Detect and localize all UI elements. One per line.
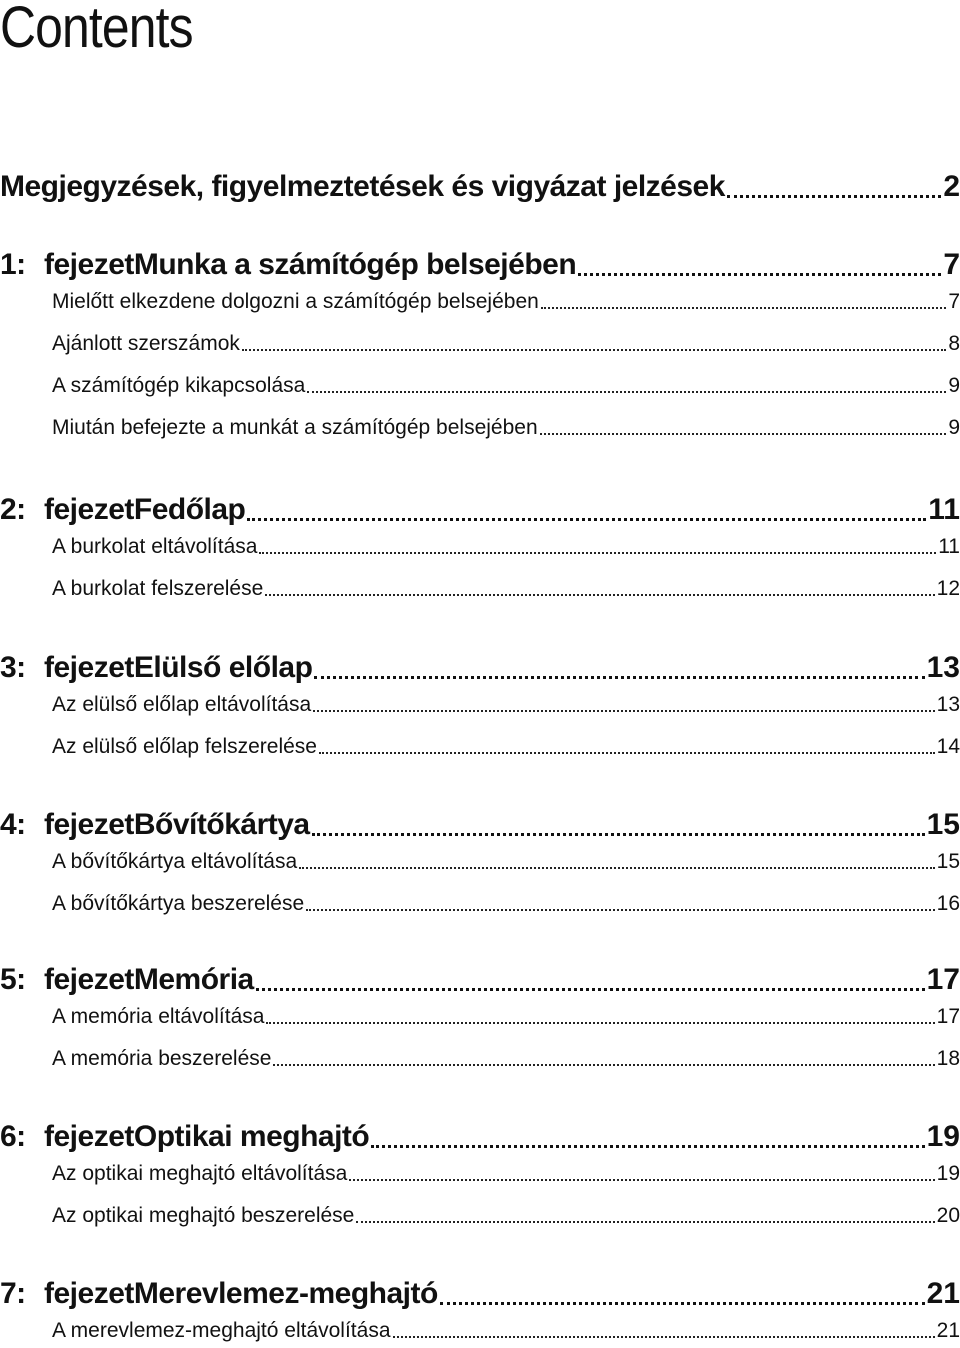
toc-dot-leader: [393, 1335, 935, 1338]
toc-entry-text: Megjegyzések, figyelmeztetések és vigyázat jelzések: [0, 170, 725, 203]
toc-dot-leader: [306, 908, 934, 911]
toc-entry-title: [52, 535, 257, 559]
toc-page-number: 2: [943, 170, 960, 203]
toc-dot-leader: [319, 751, 935, 754]
toc-entry-text: fejezetBővítőkártya: [44, 808, 310, 841]
toc-dot-leader: [356, 1220, 934, 1223]
toc-page-number: 16: [936, 892, 960, 915]
toc-entry-text: fejezetFedőlap: [44, 493, 246, 526]
toc-entry-title: [52, 1047, 271, 1071]
toc-page-number: 18: [936, 1047, 960, 1070]
toc-page-number: 15: [926, 808, 960, 841]
toc-page-number: 13: [926, 651, 960, 684]
toc-page-number: 19: [936, 1162, 960, 1185]
toc-entry-title: [0, 1277, 438, 1311]
toc-entry-title: [52, 1162, 347, 1186]
toc-entry-title: [52, 1319, 391, 1343]
toc-dot-leader: [247, 517, 926, 521]
toc-chapter-entry[interactable]: [0, 248, 960, 282]
toc-section-entry[interactable]: [0, 374, 960, 398]
toc-chapter-entry[interactable]: [0, 963, 960, 997]
toc-entry-text: A burkolat eltávolítása: [52, 535, 258, 558]
toc-page-number: 9: [948, 416, 960, 439]
toc-page-number: 15: [936, 850, 960, 873]
toc-entry-title: [0, 248, 576, 282]
toc-dot-leader: [265, 593, 934, 596]
toc-section-entry[interactable]: [0, 1005, 960, 1029]
toc-entry-text: A bővítőkártya beszerelése: [52, 892, 305, 915]
toc-entry-text: A burkolat felszerelése: [52, 577, 264, 600]
toc-page-number: 17: [936, 1005, 960, 1028]
toc-entry-text: A merevlemez-meghajtó eltávolítása: [52, 1319, 391, 1342]
toc-entry-text: fejezetOptikai meghajtó: [44, 1120, 370, 1153]
toc-entry-text: fejezetElülső előlap: [44, 651, 313, 684]
toc-dot-leader: [440, 1301, 925, 1305]
toc-chapter-entry[interactable]: [0, 493, 960, 527]
toc-section-entry[interactable]: [0, 577, 960, 601]
toc-section-entry[interactable]: [0, 892, 960, 916]
toc-entry-title: [52, 735, 317, 759]
toc-section-entry[interactable]: [0, 535, 960, 559]
toc-section-entry[interactable]: [0, 1319, 960, 1343]
toc-chapter-entry[interactable]: [0, 651, 960, 685]
toc-chapter-number: 3:: [0, 651, 26, 684]
toc-entry-title: [52, 1204, 354, 1228]
toc-entry-title: [0, 651, 312, 685]
toc-entry-text: Az elülső előlap eltávolítása: [52, 693, 312, 716]
toc-entry-title: [52, 892, 304, 916]
toc-dot-leader: [259, 551, 936, 554]
toc-entry-text: Az elülső előlap felszerelése: [52, 735, 317, 758]
toc-page-number: 20: [936, 1204, 960, 1227]
toc-dot-leader: [312, 832, 925, 836]
toc-entry-text: A bővítőkártya eltávolítása: [52, 850, 298, 873]
toc-dot-leader: [307, 390, 946, 393]
toc-dot-leader: [242, 348, 946, 351]
toc-entry-text: A memória beszerelése: [52, 1047, 272, 1070]
toc-page-number: 13: [936, 693, 960, 716]
toc-chapter-number: 6:: [0, 1120, 26, 1153]
toc-dot-leader: [540, 432, 947, 435]
toc-dot-leader: [349, 1178, 934, 1181]
toc-chapter-entry[interactable]: [0, 1277, 960, 1311]
toc-entry-text: Ajánlott szerszámok: [52, 332, 240, 355]
toc-dot-leader: [727, 194, 941, 198]
toc-page-number: 21: [926, 1277, 960, 1310]
toc-entry-text: fejezetMemória: [44, 963, 254, 996]
toc-dot-leader: [313, 709, 934, 712]
toc-section-entry[interactable]: [0, 693, 960, 717]
toc-chapter-number: 1:: [0, 248, 26, 281]
page-title: Contents: [0, 0, 193, 60]
toc-section-entry[interactable]: [0, 332, 960, 356]
toc-entry-title: [52, 416, 538, 440]
toc-chapter-entry[interactable]: [0, 808, 960, 842]
toc-dot-leader: [273, 1063, 934, 1066]
toc-entry-title: [0, 808, 310, 842]
toc-page-number: 11: [928, 493, 960, 526]
toc-entry-title: [52, 1005, 264, 1029]
toc-chapter-number: 7:: [0, 1277, 26, 1310]
toc-page-number: 12: [936, 577, 960, 600]
toc-page-number: 8: [948, 332, 960, 355]
toc-page-number: 21: [936, 1319, 960, 1342]
toc-chapter-entry[interactable]: [0, 1120, 960, 1154]
toc-entry-title: [0, 1120, 369, 1154]
toc-entry-text: fejezetMerevlemez-meghajtó: [44, 1277, 438, 1310]
toc-page-number: 11: [938, 535, 960, 558]
toc-entry-title: [52, 577, 263, 601]
toc-chapter-entry[interactable]: [0, 170, 960, 204]
toc-page-number: 7: [943, 248, 960, 281]
toc-section-entry[interactable]: [0, 1162, 960, 1186]
toc-section-entry[interactable]: [0, 1047, 960, 1071]
toc-entry-title: [0, 493, 245, 527]
toc-entry-text: fejezetMunka a számítógép belsejében: [44, 248, 577, 281]
toc-page-number: 7: [948, 290, 960, 313]
toc-dot-leader: [371, 1144, 924, 1148]
toc-entry-title: [52, 693, 311, 717]
toc-page-number: 14: [936, 735, 960, 758]
toc-section-entry[interactable]: [0, 850, 960, 874]
toc-chapter-number: 2:: [0, 493, 26, 526]
toc-dot-leader: [299, 866, 935, 869]
toc-section-entry[interactable]: [0, 290, 960, 314]
toc-entry-title: [52, 850, 297, 874]
toc-entry-text: Az optikai meghajtó beszerelése: [52, 1204, 355, 1227]
toc-dot-leader: [541, 306, 946, 309]
toc-entry-title: [52, 374, 305, 398]
toc-page-number: 19: [926, 1120, 960, 1153]
toc-section-entry[interactable]: [0, 1204, 960, 1228]
toc-entry-title: [52, 332, 240, 356]
toc-entry-text: A számítógép kikapcsolása: [52, 374, 306, 397]
toc-section-entry[interactable]: [0, 735, 960, 759]
toc-page-number: 17: [926, 963, 960, 996]
toc-dot-leader: [314, 675, 924, 679]
toc-entry-text: A memória eltávolítása: [52, 1005, 265, 1028]
toc-entry-title: [0, 963, 254, 997]
toc-dot-leader: [256, 987, 925, 991]
toc-entry-text: Az optikai meghajtó eltávolítása: [52, 1162, 348, 1185]
toc-chapter-number: 4:: [0, 808, 26, 841]
toc-entry-title: [0, 170, 725, 204]
toc-chapter-number: 5:: [0, 963, 26, 996]
toc-dot-leader: [578, 272, 941, 276]
toc-page-number: 9: [948, 374, 960, 397]
toc-entry-title: [52, 290, 539, 314]
toc-entry-text: Miután befejezte a munkát a számítógép belsejében: [52, 416, 538, 439]
toc-dot-leader: [266, 1021, 934, 1024]
toc-entry-text: Mielőtt elkezdene dolgozni a számítógép belsejében: [52, 290, 539, 313]
toc-section-entry[interactable]: [0, 416, 960, 440]
